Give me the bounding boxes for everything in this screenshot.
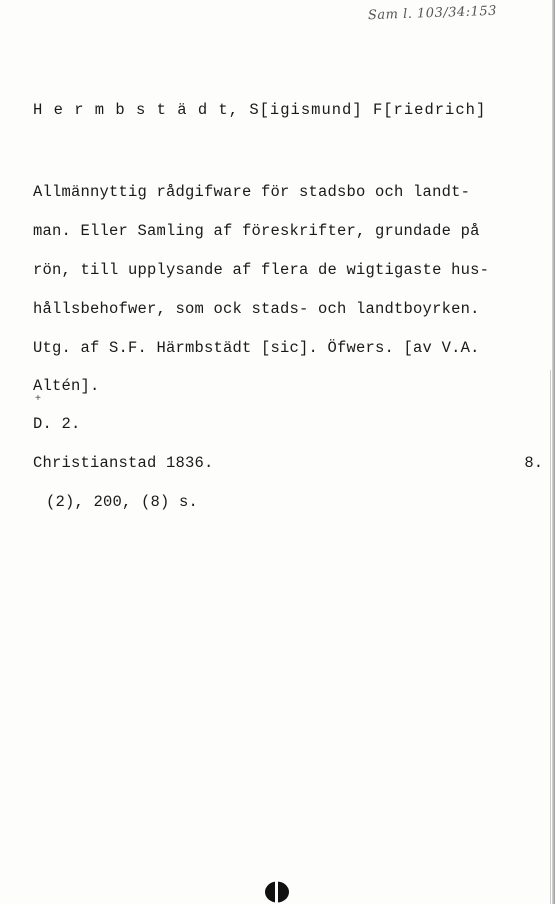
- imprint-line: Christianstad 1836.: [33, 454, 214, 472]
- title-line-1: Allmännyttig rådgifware för stadsbo och landt-: [33, 183, 471, 201]
- author-heading: H e r m b s t ä d t, S[igismund] F[riedrich]: [33, 101, 487, 119]
- card-edge-line: [550, 370, 551, 904]
- format-size: 8.: [524, 454, 543, 472]
- cross-mark: +: [35, 394, 42, 405]
- pagination-line: (2), 200, (8) s.: [46, 493, 199, 511]
- title-line-4: hållsbehofwer, som ock stads- och landtboyrken.: [33, 300, 480, 318]
- title-line-3: rön, till upplysande af flera de wigtigaste hus-: [33, 261, 490, 279]
- shelfmark: Sam l. 103/34:153: [367, 3, 498, 24]
- title-line-2: man. Eller Samling af föreskrifter, grundade på: [33, 222, 480, 240]
- title-line-5: Utg. af S.F. Härmbstädt [sic]. Öfwers. [av V.A.: [33, 339, 480, 357]
- title-line-6: Altén].: [33, 377, 100, 395]
- volume-line: D. 2.: [33, 415, 81, 433]
